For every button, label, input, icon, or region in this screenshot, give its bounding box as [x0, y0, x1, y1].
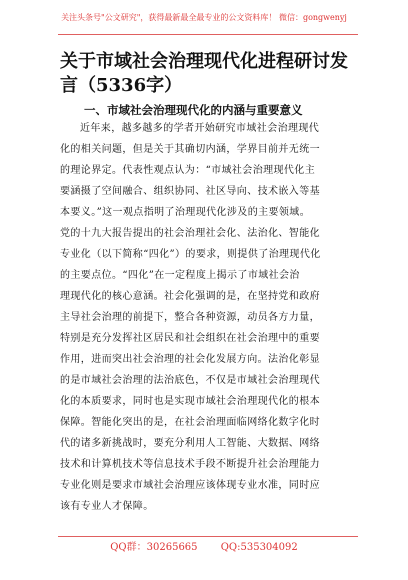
body-line: 的主要点位。“四化”在一定程度上揭示了市域社会治 — [60, 270, 300, 281]
body-line: 作用，进而突出社会治理的社会化发展方向。法治化彰显 — [60, 354, 320, 365]
body-line: 专业化则是要求市域社会治理应该体现专业水准，同时应 — [60, 480, 320, 491]
footer — [0, 538, 408, 553]
header-divider — [58, 34, 358, 35]
header-note: 关注头条号"公文研究"，获得最新最全最专业的公文资料库！ 微信：gongwenyj — [61, 13, 347, 22]
body-line: 代的诸多新挑战时，要充分利用人工智能、大数据、网络 — [60, 438, 320, 449]
body-text — [60, 118, 360, 517]
body-line: 专业化（以下简称“四化”）的要求，则提供了治理现代化 — [60, 249, 321, 260]
body-line: 化的本质要求，同时也是实现市域社会治理现代化的根本 — [60, 396, 320, 407]
body-line: 保障。智能化突出的是，在社会治理面临网络化数字化时 — [60, 417, 320, 428]
footer-divider — [58, 536, 358, 537]
body-line: 近年来，越多越多的学者开始研究市域社会治理现代 — [80, 123, 320, 134]
body-line: 主导社会治理的前提下，整合各种资源，动员各方力量， — [60, 312, 320, 323]
body-line: 化的相关问题，但是关于其确切内涵，学界目前并无统一 — [60, 144, 320, 155]
qq-text: QQ:535304092 — [220, 542, 298, 553]
body-line: 的理论界定。代表性观点认为：“市域社会治理现代化主 — [60, 165, 316, 176]
section-heading: 一、市域社会治理现代化的内涵与重要意义 — [84, 103, 303, 117]
body-line: 理现代化的核心意涵。社会化强调的是，在坚持党和政府 — [60, 291, 320, 302]
body-line: 党的十九大报告提出的社会治理社会化、法治化、智能化 — [60, 228, 320, 239]
qq-group-text: QQ群：30265665 — [110, 542, 198, 553]
body-line: 本要义。”这一观点指明了治理现代化涉及的主要领域。 — [60, 207, 311, 218]
document-title: 关于市域社会治理现代化进程研讨发言（5336字） — [60, 51, 348, 96]
body-line: 技术和计算机技术等信息技术手段不断提升社会治理能力 — [60, 459, 320, 470]
body-line: 的是市域社会治理的法治底色，不仅是市域社会治理现代 — [60, 375, 320, 386]
body-line: 特别是充分发挥社区居民和社会组织在社会治理中的重要 — [60, 333, 320, 344]
body-line: 要涵摄了空间融合、组织协同、社区导向、技术嵌入等基 — [60, 186, 320, 197]
body-line: 该有专业人才保障。 — [60, 501, 154, 512]
